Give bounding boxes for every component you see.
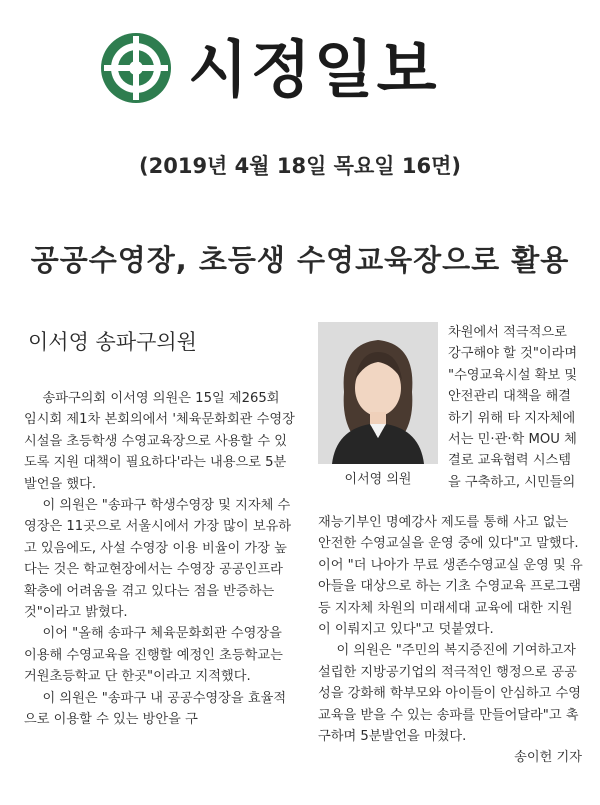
newspaper-name: 시정일보: [188, 33, 440, 106]
article-byline: 이서영 송파구의원: [28, 330, 197, 354]
paragraph: 재능기부인 명예강사 제도를 통해 사고 없는 안전한 수영교실을 운영 중에 있다"고 말했다. 이어 "더 나아가 무료 생존수영교실 운영 및 유아들을 대상으로 하는 기초 수영교육 프로그램 등 지자체 차원의 미래세대 교육에 대한 지원이 이뤄지고 있다"고 덧붙였다.: [318, 515, 583, 638]
photo-caption: 이서영 의원: [344, 472, 412, 487]
article-headline: 공공수영장, 초등생 수영교육장으로 활용: [30, 243, 570, 277]
paragraph: 이 의원은 "주민의 복지증진에 기여하고자 설립한 지방공기업의 적극적인 행정으로 공공성을 강화해 학부모와 아이들이 안심하고 수영교육을 받을 수 있는 송파를 만들어달라"고 촉구하며 5분발언을 마쳤다.: [318, 643, 582, 745]
paragraph: 이 의원은 "송파구 내 공공수영장을 효율적으로 이용할 수 있는 방안을 구: [24, 690, 287, 728]
paragraph: 송파구의회 이서영 의원은 15일 제265회 임시회 제1차 본회의에서 '체육문화회관 수영장 시설을 초등학생 수영교육장으로 사용할 수 있도록 지원 대책이 필요하다'라는 내용으로 5분발언을 했다.: [24, 391, 295, 492]
reporter-name: 송이헌 기자: [514, 750, 582, 766]
newspaper-logo-icon: [98, 30, 174, 106]
paragraph: 이어 "올해 송파구 체육문화회관 수영장을 이용해 수영교육을 진행할 예정인 초등학교는 거원초등학교 단 한곳"이라고 지적했다.: [24, 626, 283, 685]
paragraph: 이 의원은 "송파구 학생수영장 및 지자체 수영장은 11곳으로 서울시에서 가장 많이 보유하고 있음에도, 사설 수영장 이용 비율이 가장 높다는 것은 학교현장에서는 수영장 공공인프라 확충에 어려움을 겪고 있다는 점을 반증하는 것"이라고 밝혔다.: [24, 498, 292, 621]
portrait-photo-icon: [318, 322, 438, 464]
councilor-portrait: [318, 322, 438, 464]
masthead: [90, 22, 510, 122]
body-column-left: [24, 388, 296, 731]
body-column-right-bottom: [318, 512, 584, 769]
paragraph: 차원에서 적극적으로 강구해야 할 것"이라며 "수영교육시설 확보 및 안전관리 대책을 해결하기 위해 타 지자체에서는 민·관·학 MOU 체결로 교육협력 시스템을 구축하고, 시민들의: [448, 325, 578, 490]
publication-dateline: (2019년 4월 18일 목요일 16면): [139, 154, 461, 178]
body-column-right-top: [448, 322, 580, 493]
